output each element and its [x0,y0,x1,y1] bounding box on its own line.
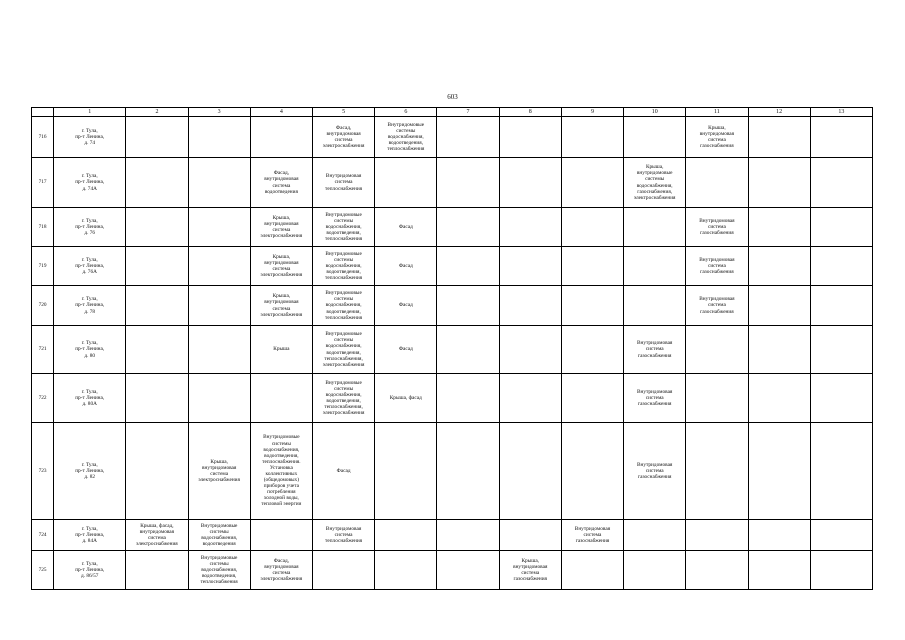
address-cell: г. Тула, пр-т Ленина, д. 80 [54,326,126,374]
work-cell-col-4: Крыша, внутридомовая система электроснабжения [250,286,312,326]
work-cell-col-12 [748,117,810,158]
work-cell-col-3 [188,158,250,208]
work-cell-col-12 [748,326,810,374]
address-cell: г. Тула, пр-т Ленина, д. 86/57 [54,551,126,590]
work-cell-col-3 [188,117,250,158]
work-cell-col-9 [561,423,623,520]
header-cell-12: 12 [748,108,810,117]
work-cell-col-6: Фасад [375,286,437,326]
work-cell-col-13 [810,286,872,326]
work-cell-col-5: Внутридомовые системы водоснабжения, водоотведения, теплоснабжения [312,286,374,326]
work-cell-col-5: Фасад, внутридомовая система электроснабжения [312,117,374,158]
header-cell-2: 2 [126,108,188,117]
work-cell-col-8 [499,423,561,520]
table-row [32,286,873,326]
work-cell-col-2 [126,423,188,520]
work-cell-col-6 [375,551,437,590]
work-cell-col-11: Внутридомовая система газоснабжения [686,208,748,247]
work-cell-col-13 [810,551,872,590]
work-cell-col-4: Крыша, внутридомовая система электроснабжения [250,247,312,286]
work-cell-col-7 [437,423,499,520]
work-cell-col-10 [624,208,686,247]
work-cell-col-13 [810,208,872,247]
work-cell-col-11 [686,423,748,520]
work-cell-col-12 [748,520,810,551]
header-cell-6: 6 [375,108,437,117]
work-cell-col-8 [499,158,561,208]
work-cell-col-6: Фасад [375,326,437,374]
work-cell-col-3 [188,286,250,326]
work-cell-col-11 [686,326,748,374]
work-cell-col-12 [748,423,810,520]
header-row [32,108,873,117]
work-cell-col-13 [810,423,872,520]
work-cell-col-4 [250,520,312,551]
work-cell-col-11 [686,374,748,423]
work-cell-col-2 [126,208,188,247]
header-cell-13: 13 [810,108,872,117]
row-number: 723 [32,423,54,520]
work-cell-col-3 [188,326,250,374]
address-cell: г. Тула, пр-т Ленина, д. 84А [54,520,126,551]
work-cell-col-2 [126,158,188,208]
work-cell-col-11: Крыша, внутридомовая система газоснабжения [686,117,748,158]
work-cell-col-6 [375,423,437,520]
table-row [32,520,873,551]
work-cell-col-2 [126,326,188,374]
row-number: 717 [32,158,54,208]
header-cell-5: 5 [312,108,374,117]
work-cell-col-7 [437,551,499,590]
work-cell-col-5: Внутридомовые системы водоснабжения, водоотведения, теплоснабжения, электроснабжения [312,374,374,423]
work-cell-col-9 [561,208,623,247]
work-cell-col-12 [748,551,810,590]
work-cell-col-5: Внутридомовая система теплоснабжения [312,158,374,208]
work-cell-col-8 [499,117,561,158]
page-number: 603 [447,93,458,101]
work-cell-col-7 [437,208,499,247]
address-cell: г. Тула, пр-т Ленина, д. 76 [54,208,126,247]
work-cell-col-2 [126,247,188,286]
row-number: 716 [32,117,54,158]
work-cell-col-10: Крыша, внутридомовые системы водоснабжения, газоснабжения, электроснабжения [624,158,686,208]
work-cell-col-5: Внутридомовые системы водоснабжения, водоотведения, теплоснабжения [312,208,374,247]
work-cell-col-12 [748,208,810,247]
work-cell-col-13 [810,520,872,551]
work-cell-col-13 [810,374,872,423]
work-cell-col-9 [561,286,623,326]
table-row [32,247,873,286]
work-cell-col-9 [561,551,623,590]
work-cell-col-12 [748,286,810,326]
work-cell-col-5: Фасад [312,423,374,520]
work-cell-col-4: Фасад, внутридомовая система водоотведения [250,158,312,208]
work-cell-col-8 [499,326,561,374]
table-row [32,208,873,247]
work-cell-col-10 [624,551,686,590]
work-cell-col-6: Фасад [375,208,437,247]
work-cell-col-12 [748,247,810,286]
work-cell-col-7 [437,374,499,423]
header-cell-3: 3 [188,108,250,117]
work-cell-col-11 [686,158,748,208]
work-cell-col-6 [375,520,437,551]
work-cell-col-10: Внутридомовая система газоснабжения [624,374,686,423]
work-cell-col-4 [250,374,312,423]
header-cell-empty [32,108,54,117]
work-cell-col-4 [250,117,312,158]
work-cell-col-8 [499,286,561,326]
work-cell-col-3: Внутридомовые системы водоснабжения, водоотведения, теплоснабжения [188,551,250,590]
work-cell-col-2: Крыша, фасад, внутридомовая система электроснабжения [126,520,188,551]
work-cell-col-9: Внутридомовая система газоснабжения [561,520,623,551]
address-cell: г. Тула, пр-т Ленина, д. 78 [54,286,126,326]
work-cell-col-5: Внутридомовая система теплоснабжения [312,520,374,551]
address-cell: г. Тула, пр-т Ленина, д. 80А [54,374,126,423]
work-cell-col-10: Внутридомовая система газоснабжения [624,326,686,374]
row-number: 718 [32,208,54,247]
table-row [32,117,873,158]
table-row [32,158,873,208]
work-cell-col-7 [437,247,499,286]
work-cell-col-2 [126,551,188,590]
address-cell: г. Тула, пр-т Ленина, д. 74А [54,158,126,208]
work-cell-col-4: Внутридомовые системы водоснабжения, водоотведения, теплоснабжения. Установка коллективных (общедомовых) приборов учета потребления холодной воды, тепловой энергии [250,423,312,520]
work-cell-col-10: Внутридомовая система газоснабжения [624,423,686,520]
header-cell-1: 1 [54,108,126,117]
work-cell-col-2 [126,374,188,423]
row-number: 719 [32,247,54,286]
work-cell-col-6: Фасад [375,247,437,286]
work-cell-col-11: Внутридомовая система газоснабжения [686,286,748,326]
work-cell-col-9 [561,326,623,374]
row-number: 720 [32,286,54,326]
work-cell-col-3 [188,247,250,286]
row-number: 721 [32,326,54,374]
table-row [32,326,873,374]
work-cell-col-8 [499,374,561,423]
table-row [32,551,873,590]
work-cell-col-10 [624,520,686,551]
work-cell-col-7 [437,158,499,208]
work-cell-col-2 [126,286,188,326]
work-cell-col-3: Внутридомовые системы водоснабжения, водоотведения [188,520,250,551]
work-cell-col-3 [188,374,250,423]
header-cell-10: 10 [624,108,686,117]
work-cell-col-13 [810,326,872,374]
header-cell-11: 11 [686,108,748,117]
work-cell-col-7 [437,117,499,158]
address-cell: г. Тула, пр-т Ленина, д. 76А [54,247,126,286]
work-cell-col-5: Внутридомовые системы водоснабжения, водоотведения, теплоснабжения, электроснабжения [312,326,374,374]
work-cell-col-6 [375,158,437,208]
header-cell-9: 9 [561,108,623,117]
work-cell-col-3 [188,208,250,247]
work-cell-col-8 [499,208,561,247]
work-cell-col-4: Фасад, внутридомовая система электроснабжения [250,551,312,590]
work-cell-col-10 [624,117,686,158]
work-cell-col-9 [561,117,623,158]
work-cell-col-10 [624,286,686,326]
work-cell-col-2 [126,117,188,158]
work-cell-col-11 [686,520,748,551]
header-cell-4: 4 [250,108,312,117]
work-cell-col-12 [748,374,810,423]
work-cell-col-6: Внутридомовые системы водоснабжения, водоотведения, теплоснабжения [375,117,437,158]
work-cell-col-4: Крыша, внутридомовая система электроснабжения [250,208,312,247]
work-cell-col-5: Внутридомовые системы водоснабжения, водоотведения, теплоснабжения [312,247,374,286]
work-cell-col-9 [561,374,623,423]
work-cell-col-7 [437,520,499,551]
row-number: 724 [32,520,54,551]
work-cell-col-10 [624,247,686,286]
work-cell-col-9 [561,247,623,286]
work-cell-col-7 [437,286,499,326]
work-cell-col-6: Крыша, фасад [375,374,437,423]
work-cell-col-4: Крыша [250,326,312,374]
work-cell-col-13 [810,117,872,158]
work-cell-col-11 [686,551,748,590]
work-cell-col-8 [499,247,561,286]
work-cell-col-13 [810,247,872,286]
work-cell-col-9 [561,158,623,208]
header-cell-8: 8 [499,108,561,117]
work-cell-col-7 [437,326,499,374]
work-cell-col-8: Крыша, внутридомовая система газоснабжения [499,551,561,590]
repair-schedule-table [31,107,873,590]
work-cell-col-8 [499,520,561,551]
work-cell-col-3: Крыша, внутридомовая система электроснабжения [188,423,250,520]
work-cell-col-5 [312,551,374,590]
row-number: 725 [32,551,54,590]
row-number: 722 [32,374,54,423]
work-cell-col-13 [810,158,872,208]
address-cell: г. Тула, пр-т Ленина, д. 82 [54,423,126,520]
header-cell-7: 7 [437,108,499,117]
work-cell-col-12 [748,158,810,208]
table-row [32,423,873,520]
work-cell-col-11: Внутридомовая система газоснабжения [686,247,748,286]
table-row [32,374,873,423]
address-cell: г. Тула, пр-т Ленина, д. 74 [54,117,126,158]
